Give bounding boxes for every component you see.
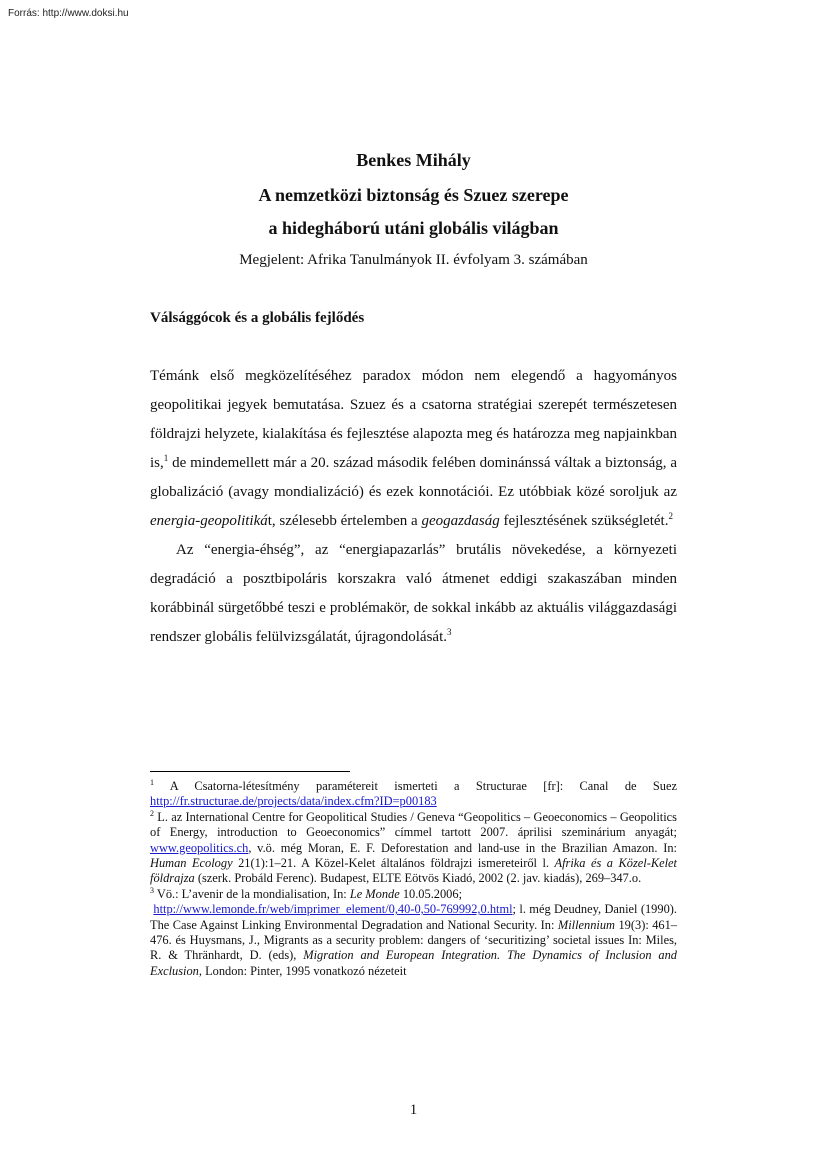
footnote-link[interactable]: http://www.lemonde.fr/web/imprimer_element/0,40-0,50-769992,0.html	[153, 902, 513, 917]
page-number: 1	[409, 1102, 418, 1118]
footnote-number: 1	[150, 777, 154, 787]
footnote-1	[150, 779, 677, 810]
paragraph-1-text: Témánk első megközelítéséhez paradox módon nem elegendő a hagyományos geopolitikai jegyek bemutatása. Szuez és a csatorna stratégiai szerepét természetesen földrajzi helyzete, kialakítása és fejlesztése alapozta meg és határozza meg napjainkban is,	[150, 368, 677, 471]
body-text	[150, 362, 677, 652]
section-title: Válsággócok és a globális fejlődés	[150, 310, 365, 326]
source-label: Forrás: http://www.doksi.hu	[8, 8, 129, 19]
footnote-text: 21(1):1–21. A Közel-Kelet általános földrajzi ismereteiről l.	[232, 856, 555, 871]
footnote-text: Vö.: L’avenir de la mondialisation, In:	[154, 886, 350, 901]
emphasis-term: energia-geopolitiká	[150, 513, 268, 529]
footnote-text: (szerk. Probáld Ferenc). Budapest, ELTE Eötvös Kiadó, 2002 (2. jav. kiadás), 269–347.o.	[194, 871, 642, 886]
paragraph-1-text: de mindemellett már a 20. század második felében dominánssá váltak a biztonság, a globalizáció (avagy mondializáció) és ezek konnotációi. Ez utóbbiak közé soroljuk az	[150, 455, 677, 500]
footnote-text: L. az International Centre for Geopolitical Studies / Geneva “Geopolitics – Geoeconomics – Geopolitics of Energy, introduction to Geoeconomics” címmel tartott 2007. áprilisi szeminárium anyagát;	[150, 809, 677, 840]
footnote-emphasis: Le Monde	[349, 886, 400, 901]
footnote-divider	[150, 771, 350, 772]
title-line-2: a hidegháború utáni globális világban	[268, 218, 559, 238]
footnote-text: , London: Pinter, 1995 vonatkozó nézeteit	[198, 963, 407, 978]
paragraph-1	[150, 362, 677, 536]
footnote-text: 19(3): 461–476. és Huysmans, J., Migrants as a security problem: dangers of ‘securitizing’ societal issues In: Miles, R. & Thränhardt, D. (eds),	[150, 917, 678, 963]
footnote-text: 10.05.2006;	[399, 886, 463, 901]
footnote-emphasis: Migration and European Integration. The Dynamics of Inclusion and Exclusion	[150, 948, 677, 978]
footnote-ref-3[interactable]: 3	[446, 627, 452, 637]
footnote-number: 2	[150, 808, 154, 818]
paragraph-1-text: t, szélesebb értelemben a	[267, 513, 422, 529]
footnote-ref-2[interactable]: 2	[668, 511, 673, 521]
footnote-emphasis: Afrika és a Közel-Kelet földrajza	[150, 856, 677, 886]
title-line-1: A nemzetközi biztonság és Szuez szerepe	[258, 185, 569, 205]
author-name: Benkes Mihály	[356, 150, 471, 170]
paragraph-2-text: Az “energia-éhség”, az “energiapazarlás” brutális növekedése, a környezeti degradáció a posztbipoláris korszakra való átmenet eddigi szakaszában minden korábbinál sürgetőbbé teszi e problémakör, de sokkal inkább az aktuális világgazdasági rendszer globális felülvizsgálatát, újragondolását.	[150, 542, 677, 645]
footnote-text: , v.ö. még Moran, E. F. Deforestation and land-use in the Brazilian Amazon. In:	[248, 840, 677, 855]
emphasis-term: geogazdaság	[421, 513, 500, 529]
footnote-3	[150, 887, 677, 979]
footnote-ref-1[interactable]: 1	[163, 453, 169, 463]
footnote-link[interactable]: http://fr.structurae.de/projects/data/index.cfm?ID=p00183	[150, 794, 437, 809]
publication-note: Megjelent: Afrika Tanulmányok II. évfolyam 3. számában	[239, 252, 588, 268]
footnote-link[interactable]: www.geopolitics.ch	[150, 840, 249, 855]
paragraph-1-text: fejlesztésének szükségletét.	[499, 513, 669, 529]
footnotes	[150, 779, 677, 979]
footnote-2	[150, 810, 677, 887]
footnote-emphasis: Human Ecology	[150, 856, 233, 871]
footnote-emphasis: Millennium	[557, 917, 616, 932]
paragraph-2	[150, 536, 677, 652]
footnote-text: A Csatorna-létesítmény paramétereit ismerteti a Structurae [fr]: Canal de Suez	[154, 779, 677, 793]
footnote-number: 3	[150, 885, 154, 895]
footnote-text: ; l. még Deudney, Daniel (1990). The Case Against Linking Environmental Degradation and National Security. In:	[150, 902, 677, 932]
